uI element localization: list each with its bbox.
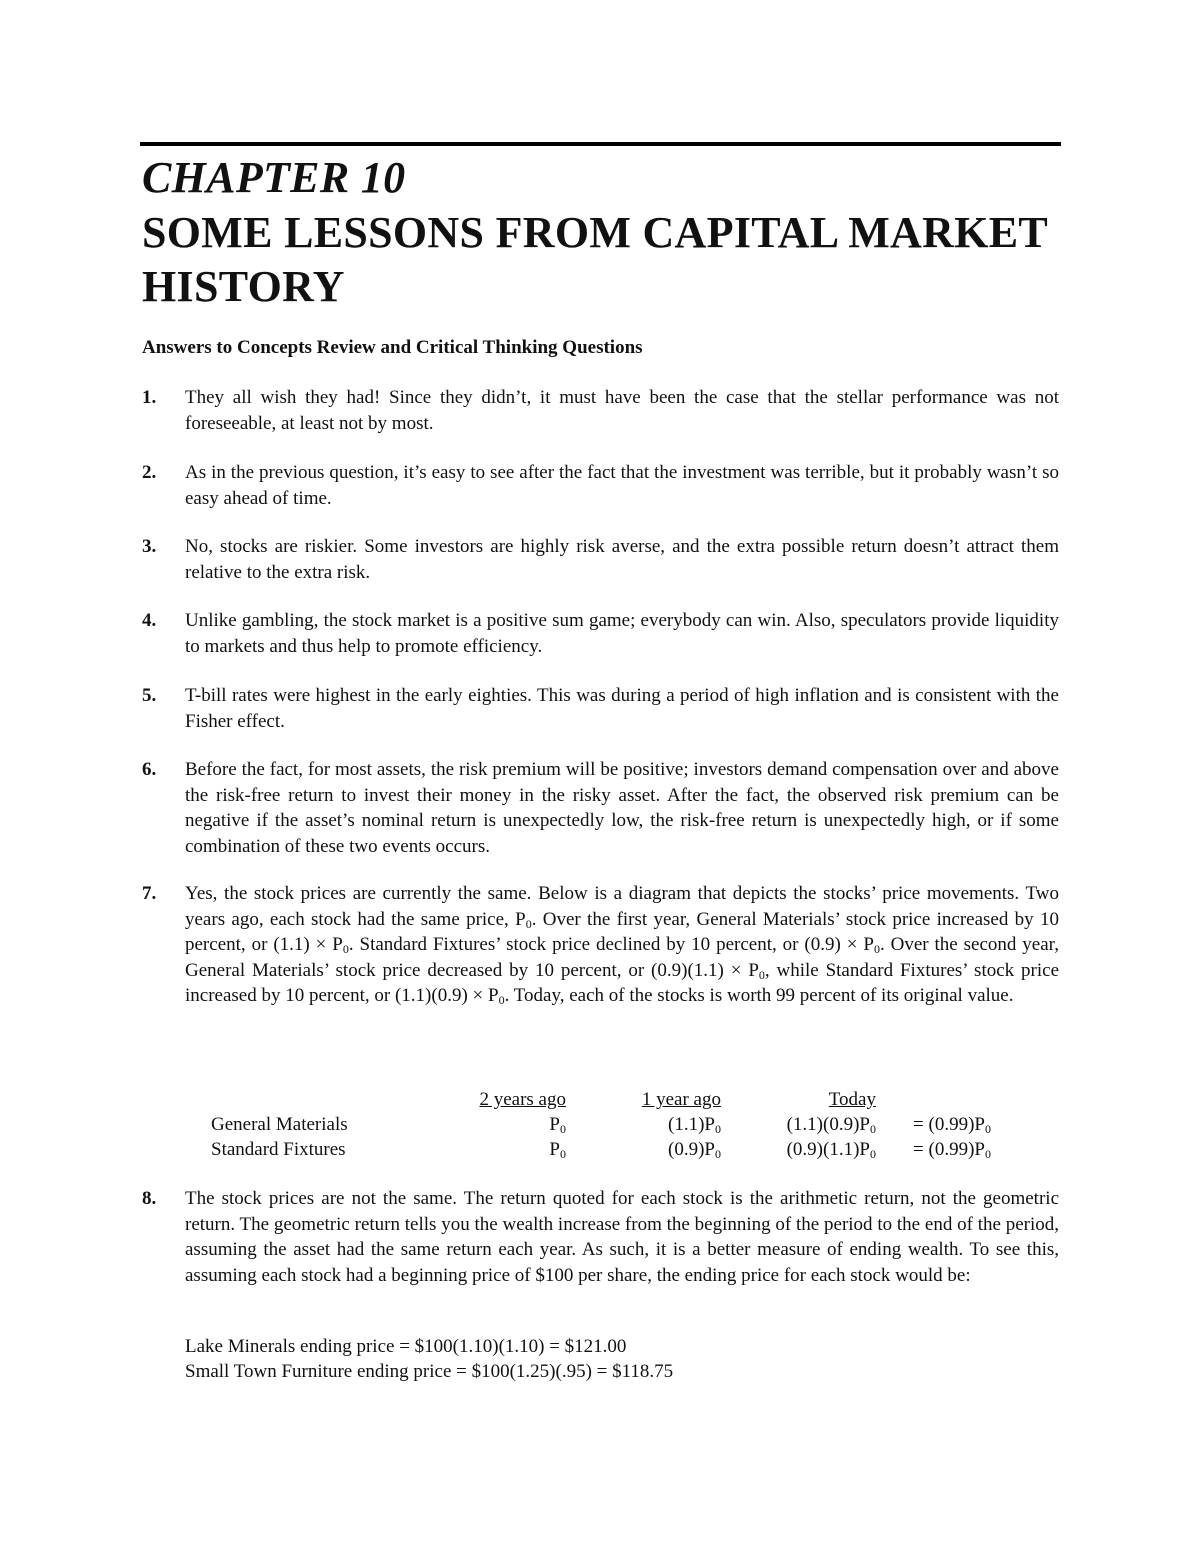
table-row <box>185 1137 991 1162</box>
table-cell: $(0.9)P_0$ <box>668 1139 721 1161</box>
answer-text: The stock prices are not the same. The return quoted for each stock is the arithmetic return, not the geometric return. The geometric return tells you the wealth increase from the beginning of the period to the end of the period, assuming the asset had the same return each year. As such, it is a better measure of ending wealth. To see this, assuming each stock had a beginning price of $100 per share, the ending price for each stock would be: <box>185 1188 1059 1286</box>
answer-item <box>142 683 1062 734</box>
ending-price-calculations <box>185 1334 673 1384</box>
table-corner <box>185 1087 436 1112</box>
answer-item <box>142 608 1062 659</box>
answer-number: 2. <box>142 462 157 483</box>
price-movement-table <box>185 1087 991 1162</box>
table-cell: $P_0$ <box>549 1114 566 1136</box>
chapter-title: SOME LESSONS FROM CAPITAL MARKET HISTORY <box>142 208 1048 311</box>
answer-item <box>142 1186 1062 1288</box>
table-cell: = $(0.99)P_0$ <box>913 1139 991 1161</box>
answer-item <box>142 385 1062 436</box>
column-header: Today <box>828 1089 876 1110</box>
answer-item <box>142 757 1062 859</box>
answer-number: 5. <box>142 685 157 706</box>
answer-text: Before the fact, for most assets, the risk premium will be positive; investors demand compensation over and above the risk-free return to invest their money in the risky asset. After the fact, the observed risk premium can be negative if the asset’s nominal return is unexpectedly low, the risk-free return is unexpectedly high, or if some combination of these two events occurs. <box>185 759 1059 857</box>
answer-number: 7. <box>142 883 157 904</box>
table-cell: $(1.1)(0.9)P_0$ <box>786 1114 876 1136</box>
calculation-line: Small Town Furniture ending price = $100(1.25)(.95) = $118.75 <box>185 1361 674 1382</box>
answer-text: They all wish they had! Since they didn’t, it must have been the case that the stellar performance was not foreseeable, at least not by most. <box>185 387 1059 434</box>
table-header-row <box>185 1087 991 1112</box>
answer-number: 4. <box>142 610 157 631</box>
header-rule <box>140 142 1061 146</box>
answer-item <box>142 460 1062 511</box>
answer-text: Yes, the stock prices are currently the same. Below is a diagram that depicts the stocks’ price movements. Two years ago, each stock had the same price, $P_0$. Over the first year, General Materials’ stock price increased by 10 percent, or $(1.1) \times P_0$. Standard Fixtures’ stock price declined by 10 percent, or $(0.9) \times P_0$. Over the second year, General Materials’ stock price decreased by 10 percent, or $(0.9)(1.1) \times P_0$, while Standard Fixtures’ stock price increased by 10 percent, or $(1.1)(0.9) \times P_0$. Today, each of the stocks is worth 99 percent of its original value. <box>185 883 1060 1007</box>
column-header: 1 year ago <box>641 1089 721 1110</box>
answer-text: T-bill rates were highest in the early eighties. This was during a period of high inflation and is consistent with the Fisher effect. <box>185 685 1059 732</box>
column-header: 2 years ago <box>479 1089 566 1110</box>
chapter-number: CHAPTER 10 <box>142 153 406 202</box>
answer-number: 6. <box>142 759 157 780</box>
table-cell: $P_0$ <box>549 1139 566 1161</box>
answer-text: Unlike gambling, the stock market is a positive sum game; everybody can win. Also, speculators provide liquidity to markets and thus help to promote efficiency. <box>185 610 1059 657</box>
answer-number: 8. <box>142 1188 157 1209</box>
table-cell: = $(0.99)P_0$ <box>913 1114 991 1136</box>
answer-text: As in the previous question, it’s easy to see after the fact that the investment was terrible, but it probably wasn’t so easy ahead of time. <box>185 462 1059 509</box>
table-cell: $(1.1)P_0$ <box>668 1114 721 1136</box>
answer-text: No, stocks are riskier. Some investors are highly risk averse, and the extra possible return doesn’t attract them relative to the extra risk. <box>185 536 1059 583</box>
row-label: General Materials <box>211 1114 348 1135</box>
calculation-line: Lake Minerals ending price = $100(1.10)(1.10) = $121.00 <box>185 1336 627 1357</box>
row-label: Standard Fixtures <box>211 1139 346 1160</box>
answer-item <box>142 534 1062 585</box>
table-row <box>185 1112 991 1137</box>
section-heading: Answers to Concepts Review and Critical Thinking Questions <box>142 337 643 358</box>
answer-number: 1. <box>142 387 157 408</box>
answer-item <box>142 881 1062 1009</box>
answer-number: 3. <box>142 536 157 557</box>
table-cell: $(0.9)(1.1)P_0$ <box>786 1139 876 1161</box>
